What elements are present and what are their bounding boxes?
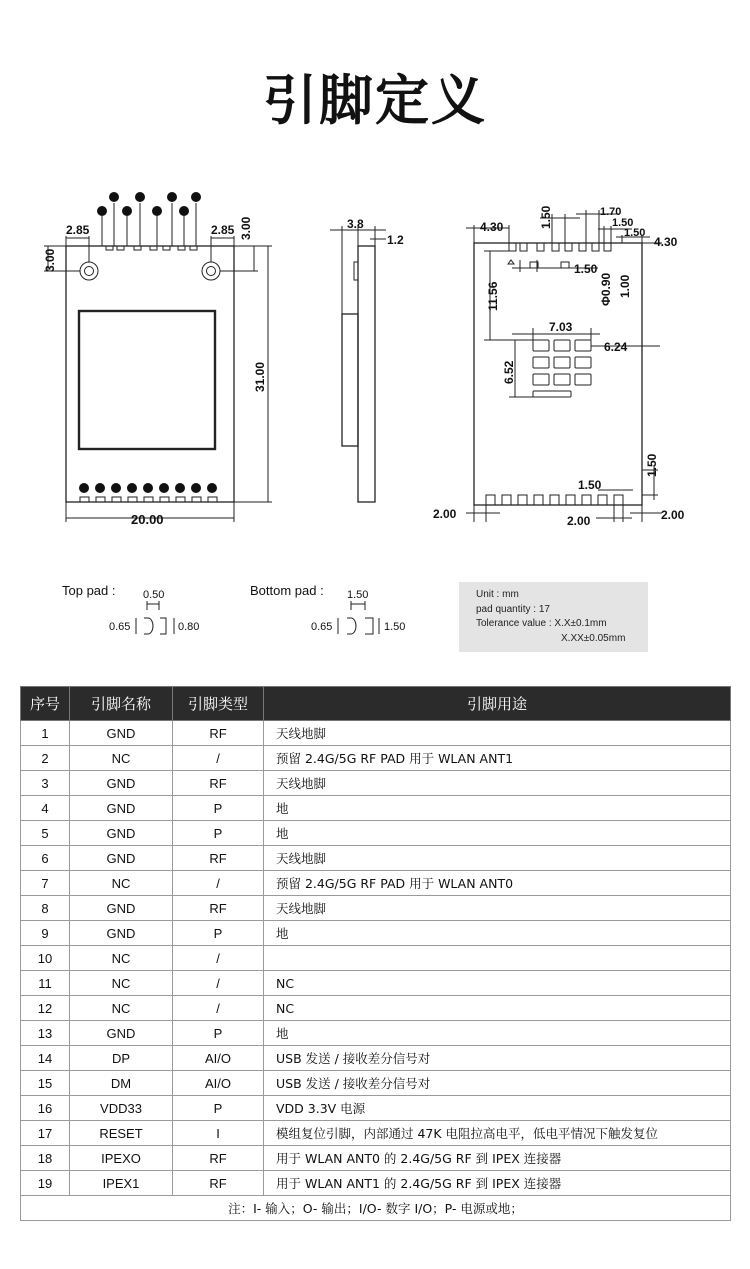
cell-index: 15 <box>21 1071 70 1096</box>
dim-label: 2.00 <box>433 507 457 521</box>
col-header-type: 引脚类型 <box>173 687 264 721</box>
cell-pin-usage: 预留 2.4G/5G RF PAD 用于 WLAN ANT1 <box>264 746 731 771</box>
table-row <box>21 1021 731 1046</box>
cell-pin-name: NC <box>70 971 173 996</box>
col-header-index: 序号 <box>21 687 70 721</box>
top-pad-right: 0.80 <box>178 621 200 633</box>
cell-index: 14 <box>21 1046 70 1071</box>
table-row <box>21 1146 731 1171</box>
cell-pin-name: GND <box>70 896 173 921</box>
table-row <box>21 771 731 796</box>
dim-label: 1.00 <box>618 274 632 298</box>
cell-index: 8 <box>21 896 70 921</box>
top-pad-symbol <box>130 598 180 638</box>
table-row <box>21 996 731 1021</box>
cell-pin-usage: 用于 WLAN ANT0 的 2.4G/5G RF 到 IPEX 连接器 <box>264 1146 731 1171</box>
cell-pin-type: RF <box>173 1146 264 1171</box>
pin-number: 12 <box>128 485 136 493</box>
bottom-pad-width: 1.50 <box>347 589 369 601</box>
cell-pin-name: GND <box>70 821 173 846</box>
dim-label: 6.52 <box>502 360 516 384</box>
cell-pin-usage: 地 <box>264 921 731 946</box>
table-row <box>21 971 731 996</box>
cell-pin-usage: 预留 2.4G/5G RF PAD 用于 WLAN ANT0 <box>264 871 731 896</box>
dim-label: 2.00 <box>567 514 591 528</box>
cell-pin-type: / <box>173 946 264 971</box>
cell-pin-name: GND <box>70 721 173 746</box>
cell-index: 19 <box>21 1171 70 1196</box>
dim-label: 1.2 <box>387 233 404 247</box>
dim-label: 3.00 <box>239 216 253 240</box>
top-pad-width: 0.50 <box>143 589 165 601</box>
cell-index: 12 <box>21 996 70 1021</box>
table-row <box>21 1171 731 1196</box>
pin-number: 1 <box>194 195 198 202</box>
cell-index: 17 <box>21 1121 70 1146</box>
cell-pin-type: P <box>173 821 264 846</box>
cell-index: 10 <box>21 946 70 971</box>
cell-pin-type: P <box>173 1096 264 1121</box>
table-row <box>21 946 731 971</box>
cell-index: 2 <box>21 746 70 771</box>
pin-number: 7 <box>112 195 116 202</box>
pin-number: 10 <box>96 485 104 493</box>
dim-label: Φ0.90 <box>599 272 613 306</box>
pin-number: 9 <box>82 485 86 493</box>
cell-pin-type: / <box>173 746 264 771</box>
cell-pin-type: RF <box>173 771 264 796</box>
table-row <box>21 846 731 871</box>
cell-pin-usage: 地 <box>264 821 731 846</box>
cell-pin-type: / <box>173 996 264 1021</box>
cell-pin-type: RF <box>173 721 264 746</box>
pin-number: 8 <box>100 209 104 216</box>
dim-label: 2.85 <box>211 223 235 237</box>
pin-table <box>20 686 731 1221</box>
pin-number: 6 <box>125 209 129 216</box>
cell-index: 18 <box>21 1146 70 1171</box>
pin-number: 2 <box>182 209 186 216</box>
cell-pin-usage: 模组复位引脚，内部通过 47K 电阻拉高电平，低电平情况下触发复位 <box>264 1121 731 1146</box>
pin-number: 5 <box>138 195 142 202</box>
tolerance-text-2: X.XX±0.05mm <box>561 632 626 644</box>
cell-index: 4 <box>21 796 70 821</box>
tolerance-text: Tolerance value : X.X±0.1mm <box>476 618 607 629</box>
cell-pin-name: GND <box>70 921 173 946</box>
cell-pin-name: GND <box>70 1021 173 1046</box>
cell-pin-type: AI/O <box>173 1046 264 1071</box>
pin-number: 13 <box>144 485 152 493</box>
cell-pin-usage: NC <box>264 971 731 996</box>
table-footnote: 注：I- 输入；O- 输出；I/O- 数字 I/O；P- 电源或地； <box>21 1196 731 1221</box>
cell-index: 9 <box>21 921 70 946</box>
bottom-pad-label: Bottom pad : <box>250 583 324 598</box>
dim-label: 3.8 <box>347 217 364 231</box>
cell-index: 1 <box>21 721 70 746</box>
pin-number: 14 <box>160 485 168 493</box>
cell-pin-type: I <box>173 1121 264 1146</box>
table-row <box>21 896 731 921</box>
table-row <box>21 721 731 746</box>
dim-label: 1.50 <box>612 217 634 229</box>
table-row <box>21 821 731 846</box>
cell-pin-usage: 地 <box>264 796 731 821</box>
dim-label: 11.56 <box>486 281 500 311</box>
units-note <box>459 582 648 652</box>
pin-number: 4 <box>155 209 159 216</box>
cell-index: 7 <box>21 871 70 896</box>
pin-number: 16 <box>192 485 200 493</box>
table-row <box>21 1046 731 1071</box>
cell-pin-name: GND <box>70 771 173 796</box>
cell-pin-name: DP <box>70 1046 173 1071</box>
table-footer-row <box>21 1196 731 1221</box>
col-header-usage: 引脚用途 <box>264 687 731 721</box>
pin-number: 17 <box>208 485 216 493</box>
cell-pin-usage: 天线地脚 <box>264 771 731 796</box>
cell-pin-usage <box>264 946 731 971</box>
mechanical-drawing <box>0 0 750 570</box>
table-row <box>21 746 731 771</box>
cell-index: 13 <box>21 1021 70 1046</box>
table-row <box>21 871 731 896</box>
cell-pin-type: AI/O <box>173 1071 264 1096</box>
table-row <box>21 921 731 946</box>
cell-pin-usage: 用于 WLAN ANT1 的 2.4G/5G RF 到 IPEX 连接器 <box>264 1171 731 1196</box>
cell-pin-name: DM <box>70 1071 173 1096</box>
table-row <box>21 1096 731 1121</box>
cell-pin-name: NC <box>70 996 173 1021</box>
pin-number: 3 <box>170 195 174 202</box>
dim-label: 3.00 <box>43 248 57 272</box>
cell-pin-name: NC <box>70 746 173 771</box>
dim-label: 31.00 <box>253 361 267 392</box>
dim-label: 1.50 <box>578 478 602 492</box>
col-header-name: 引脚名称 <box>70 687 173 721</box>
cell-pin-name: VDD33 <box>70 1096 173 1121</box>
dim-label: 1.70 <box>600 206 622 218</box>
bottom-pad-symbol <box>331 598 385 638</box>
dim-label: 6.24 <box>604 340 628 354</box>
cell-index: 5 <box>21 821 70 846</box>
table-header-row <box>21 687 731 721</box>
cell-index: 3 <box>21 771 70 796</box>
cell-pin-type: RF <box>173 846 264 871</box>
cell-pin-usage: VDD 3.3V 电源 <box>264 1096 731 1121</box>
cell-pin-usage: 天线地脚 <box>264 721 731 746</box>
dim-label: 7.03 <box>549 320 573 334</box>
cell-pin-type: P <box>173 1021 264 1046</box>
cell-index: 16 <box>21 1096 70 1121</box>
cell-pin-usage: USB 发送 / 接收差分信号对 <box>264 1046 731 1071</box>
cell-pin-type: / <box>173 971 264 996</box>
dim-label: 2.85 <box>66 223 90 237</box>
dim-label: 1.50 <box>574 262 598 276</box>
pad-quantity-text: pad quantity : 17 <box>476 603 550 615</box>
unit-text: Unit : mm <box>476 589 519 600</box>
table-row <box>21 796 731 821</box>
cell-pin-type: P <box>173 796 264 821</box>
dim-label: 1.50 <box>645 453 659 477</box>
table-body <box>21 721 731 1196</box>
cell-pin-usage: 天线地脚 <box>264 896 731 921</box>
top-pad-left: 0.65 <box>109 621 131 633</box>
dim-label: 20.00 <box>131 512 164 527</box>
cell-index: 6 <box>21 846 70 871</box>
page-title: 引脚定义 <box>263 69 487 132</box>
cell-pin-name: GND <box>70 796 173 821</box>
cell-pin-type: RF <box>173 896 264 921</box>
cell-pin-name: IPEX1 <box>70 1171 173 1196</box>
bottom-pad-right: 1.50 <box>384 621 406 633</box>
pin-number: 11 <box>112 485 120 493</box>
cell-pin-name: GND <box>70 846 173 871</box>
cell-pin-usage: 天线地脚 <box>264 846 731 871</box>
cell-pin-name: NC <box>70 946 173 971</box>
bottom-pad-left: 0.65 <box>311 621 333 633</box>
dim-label: 1.50 <box>624 227 646 239</box>
cell-pin-type: P <box>173 921 264 946</box>
cell-pin-type: RF <box>173 1171 264 1196</box>
table-row <box>21 1121 731 1146</box>
dim-label: 4.30 <box>654 235 678 249</box>
cell-pin-usage: 地 <box>264 1021 731 1046</box>
dim-label: 2.00 <box>661 508 685 522</box>
cell-pin-usage: NC <box>264 996 731 1021</box>
cell-pin-type: / <box>173 871 264 896</box>
cell-pin-usage: USB 发送 / 接收差分信号对 <box>264 1071 731 1096</box>
top-pad-label: Top pad : <box>62 583 116 598</box>
cell-pin-name: NC <box>70 871 173 896</box>
dim-label: 4.30 <box>480 220 504 234</box>
cell-pin-name: RESET <box>70 1121 173 1146</box>
pin-number: 15 <box>176 485 184 493</box>
cell-pin-name: IPEXO <box>70 1146 173 1171</box>
dim-label: 1.50 <box>539 205 553 229</box>
cell-index: 11 <box>21 971 70 996</box>
table-row <box>21 1071 731 1096</box>
